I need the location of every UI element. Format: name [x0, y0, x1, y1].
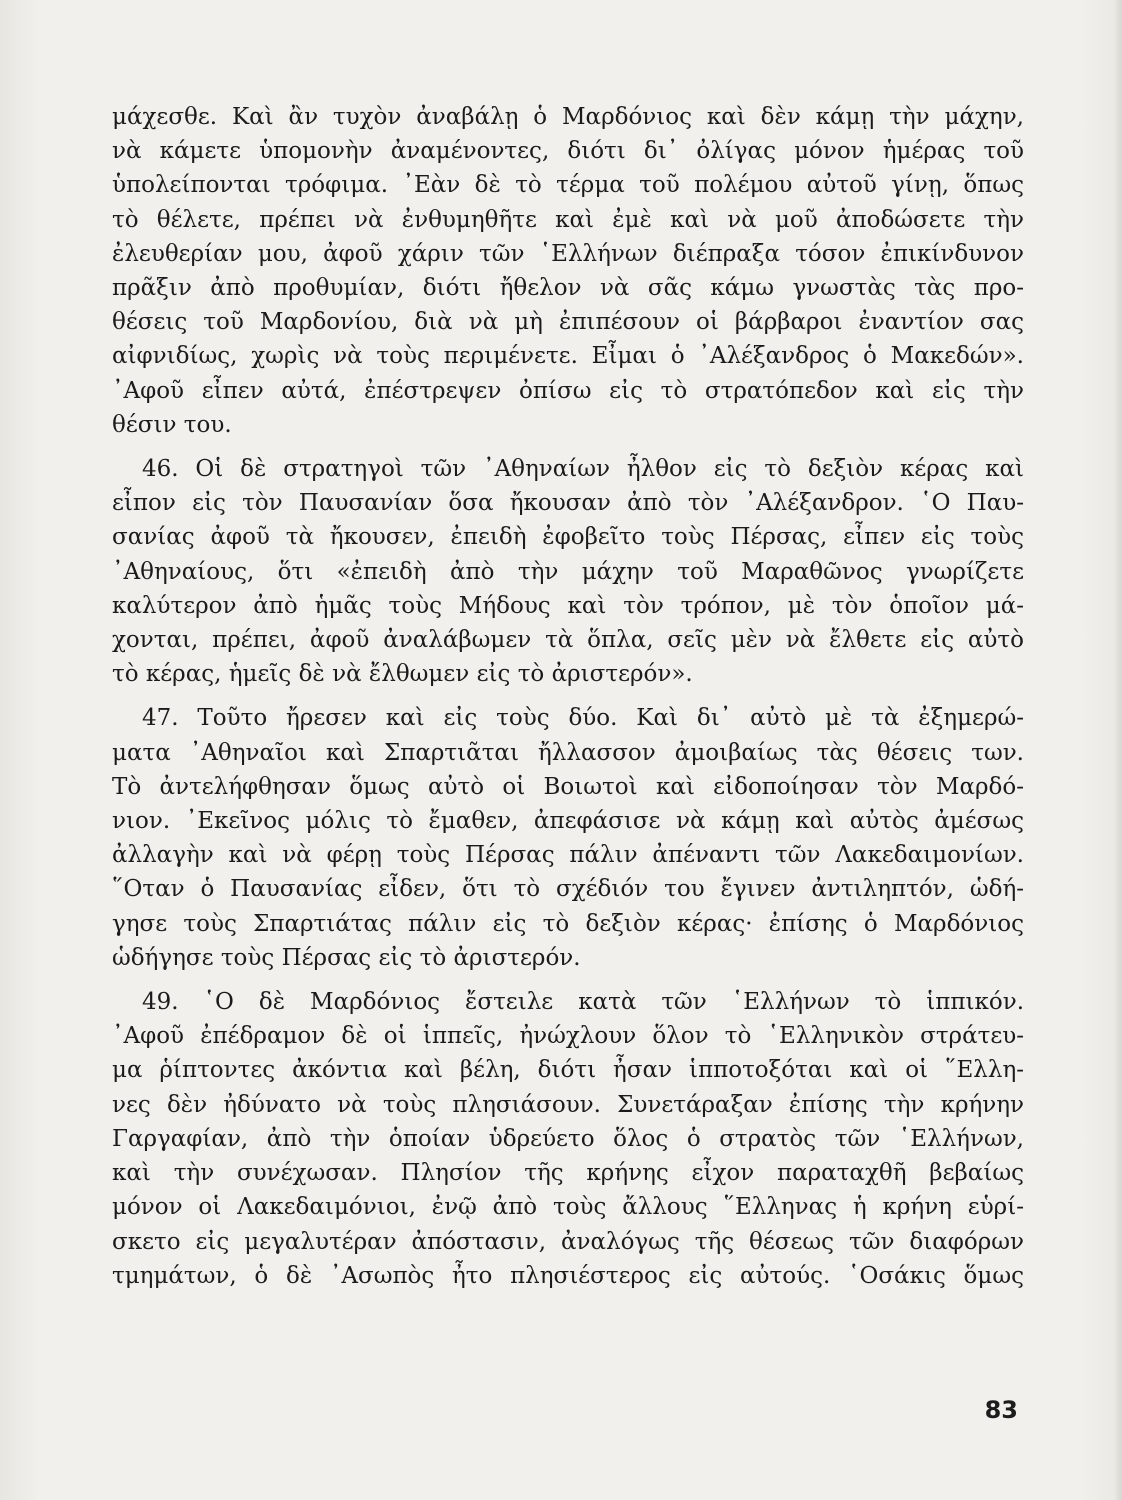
page-edge-shadow [1114, 0, 1122, 1500]
text-line: νιον. ᾽Εκεῖνος μόλις τὸ ἔμαθεν, ἀπεφάσισε νὰ κάμῃ καὶ αὐτὸς ἀμέσως [112, 808, 1024, 835]
text-line: τμημάτων, ὁ δὲ ᾽Ασωπὸς ἦτο πλησιέστερος εἰς αὐτούς. ῾Οσάκις ὅμως [112, 1262, 1024, 1289]
body-text [112, 100, 1024, 1293]
text-line: Γαργαφίαν, ἀπὸ τὴν ὁποίαν ὑδρεύετο ὅλος ὁ στρατὸς τῶν ῾Ελλήνων, [112, 1125, 1024, 1152]
text-line: τὸ θέλετε, πρέπει νὰ ἐνθυμηθῆτε καὶ ἐμὲ καὶ νὰ μοῦ ἀποδώσετε τὴν [112, 206, 1024, 233]
text-line: 47. Τοῦτο ἤρεσεν καὶ εἰς τοὺς δύο. Καὶ δι᾽ αὐτὸ μὲ τὰ ἐξημερώ- [142, 705, 1024, 732]
text-line: πρᾶξιν ἀπὸ προθυμίαν, διότι ἤθελον νὰ σᾶς κάμω γνωστὰς τὰς προ- [112, 275, 1024, 302]
text-line: θέσεις τοῦ Μαρδονίου, διὰ νὰ μὴ ἐπιπέσουν οἱ βάρβαροι ἐναντίον σας [112, 309, 1024, 336]
text-line: γησε τοὺς Σπαρτιάτας πάλιν εἰς τὸ δεξιὸν κέρας· ἐπίσης ὁ Μαρδόνιος [112, 910, 1024, 937]
text-line: μα ῥίπτοντες ἀκόντια καὶ βέλη, διότι ἦσαν ἱπποτοξόται καὶ οἱ ῞Ελλη- [112, 1057, 1024, 1084]
text-line: καὶ τὴν συνέχωσαν. Πλησίον τῆς κρήνης εἶχον παραταχθῆ βεβαίως [112, 1160, 1024, 1187]
text-line: χονται, πρέπει, ἀφοῦ ἀναλάβωμεν τὰ ὅπλα, σεῖς μὲν νὰ ἔλθετε εἰς αὐτὸ [112, 627, 1024, 654]
text-line: ῞Οταν ὁ Παυσανίας εἶδεν, ὅτι τὸ σχέδιόν του ἔγινεν ἀντιληπτόν, ὡδή- [112, 876, 1024, 903]
text-line: ᾽Αφοῦ εἶπεν αὐτά, ἐπέστρεψεν ὀπίσω εἰς τὸ στρατόπεδον καὶ εἰς τὴν [112, 377, 1024, 404]
text-line: 49. ῾Ο δὲ Μαρδόνιος ἔστειλε κατὰ τῶν ῾Ελλήνων τὸ ἱππικόν. [142, 989, 1024, 1016]
text-line: ᾽Αφοῦ ἐπέδραμον δὲ οἱ ἱππεῖς, ἠνώχλουν ὅλον τὸ ῾Ελληνικὸν στράτευ- [112, 1023, 1024, 1050]
paragraph-46 [112, 452, 1024, 691]
text-line: ὑπολείπονται τρόφιμα. ᾽Εὰν δὲ τὸ τέρμα τοῦ πολέμου αὐτοῦ γίνῃ, ὅπως [112, 172, 1024, 199]
page-number: 83 [984, 1396, 1018, 1424]
text-line: ἐλευθερίαν μου, ἀφοῦ χάριν τῶν ῾Ελλήνων διέπραξα τόσον ἐπικίνδυνον [112, 240, 1024, 267]
text-line: νες δὲν ἠδύνατο νὰ τοὺς πλησιάσουν. Συνετάραξαν ἐπίσης τὴν κρήνην [112, 1091, 1024, 1118]
text-line: ἀλλαγὴν καὶ νὰ φέρῃ τοὺς Πέρσας πάλιν ἀπέναντι τῶν Λακεδαιμονίων. [112, 842, 1024, 869]
paragraph-49 [112, 985, 1024, 1293]
text-line: αἰφνιδίως, χωρὶς νὰ τοὺς περιμένετε. Εἶμαι ὁ ᾽Αλέξανδρος ὁ Μακεδών». [112, 343, 1024, 370]
text-line: νὰ κάμετε ὑπομονὴν ἀναμένοντες, διότι δι᾽ ὀλίγας μόνον ἡμέρας τοῦ [112, 138, 1024, 165]
text-line: μόνον οἱ Λακεδαιμόνιοι, ἐνῷ ἀπὸ τοὺς ἄλλους ῞Ελληνας ἡ κρήνη εὑρί- [112, 1194, 1024, 1221]
text-line: σκετο εἰς μεγαλυτέραν ἀπόστασιν, ἀναλόγως τῆς θέσεως τῶν διαφόρων [112, 1228, 1024, 1255]
text-line: 46. Οἱ δὲ στρατηγοὶ τῶν ᾽Αθηναίων ἦλθον εἰς τὸ δεξιὸν κέρας καὶ [142, 456, 1024, 483]
text-line: τὸ κέρας, ἡμεῖς δὲ νὰ ἔλθωμεν εἰς τὸ ἀριστερόν». [112, 661, 693, 688]
text-line: ᾽Αθηναίους, ὅτι «ἐπειδὴ ἀπὸ τὴν μάχην τοῦ Μαραθῶνος γνωρίζετε [112, 558, 1024, 585]
text-line: μάχεσθε. Καὶ ἂν τυχὸν ἀναβάλῃ ὁ Μαρδόνιος καὶ δὲν κάμῃ τὴν μάχην, [112, 104, 1024, 130]
paragraph-47 [112, 701, 1024, 975]
text-line: Τὸ ἀντελήφθησαν ὅμως αὐτὸ οἱ Βοιωτοὶ καὶ εἰδοποίησαν τὸν Μαρδό- [112, 773, 1024, 800]
text-line: καλύτερον ἀπὸ ἡμᾶς τοὺς Μήδους καὶ τὸν τρόπον, μὲ τὸν ὁποῖον μά- [112, 592, 1024, 619]
text-line: σανίας ἀφοῦ τὰ ἤκουσεν, ἐπειδὴ ἐφοβεῖτο τοὺς Πέρσας, εἶπεν εἰς τοὺς [112, 524, 1024, 551]
text-line: ματα ᾽Αθηναῖοι καὶ Σπαρτιᾶται ἤλλασσον ἀμοιβαίως τὰς θέσεις των. [112, 739, 1024, 766]
text-line: θέσιν του. [112, 411, 232, 438]
paragraph-1 [112, 100, 1024, 442]
text-line: εἶπον εἰς τὸν Παυσανίαν ὅσα ἤκουσαν ἀπὸ τὸν ᾽Αλέξανδρον. ῾Ο Παυ- [112, 490, 1024, 517]
text-line: ὡδήγησε τοὺς Πέρσας εἰς τὸ ἀριστερόν. [112, 944, 581, 971]
